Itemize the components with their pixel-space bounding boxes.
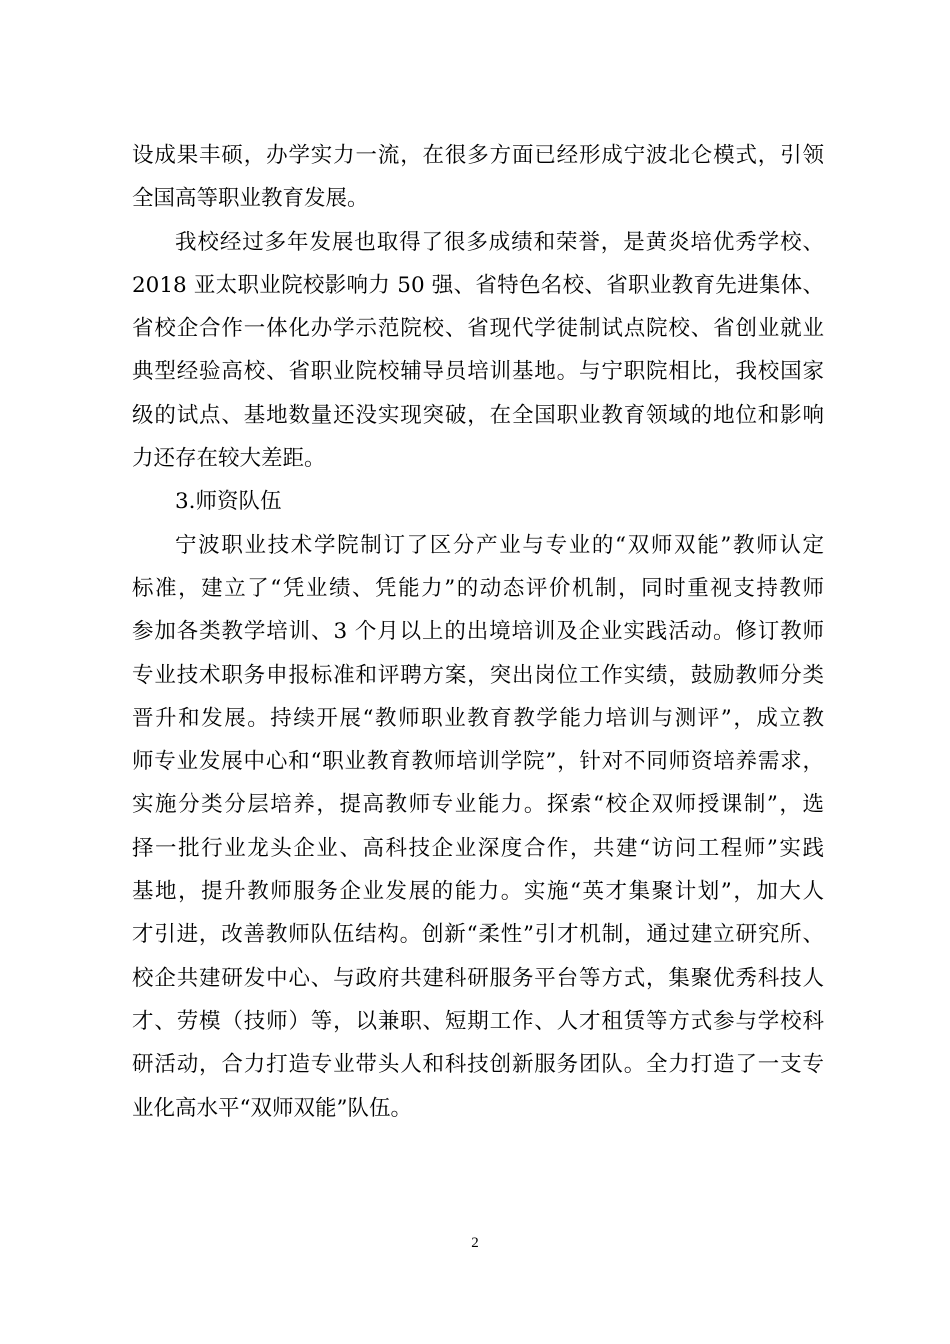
body-text-line: 设成果丰硕，办学实力一流，在很多方面已经形成宁波北仑模式，引领 <box>132 143 824 168</box>
body-text-line: 2018 亚太职业院校影响力 50 强、省特色名校、省职业教育先进集体、 <box>132 272 824 298</box>
body-text-line: 参加各类教学培训、3 个月以上的出境培训及企业实践活动。修订教师 <box>132 619 824 645</box>
page-number: 2 <box>471 1235 479 1251</box>
body-text-line: 标准，建立了“凭业绩、凭能力”的动态评价机制，同时重视支持教师 <box>132 575 824 601</box>
body-text-line: 晋升和发展。持续开展“教师职业教育教学能力培训与测评”，成立教 <box>132 705 824 731</box>
body-text-line: 基地，提升教师服务企业发展的能力。实施“英才集聚计划”，加大人 <box>132 879 824 905</box>
body-text-line: 才、劳模（技师）等，以兼职、短期工作、人才租赁等方式参与学校科 <box>132 1008 824 1034</box>
body-text-line: 校企共建研发中心、与政府共建科研服务平台等方式，集聚优秀科技人 <box>132 965 824 991</box>
body-text-line: 专业技术职务申报标准和评聘方案，突出岗位工作实绩，鼓励教师分类 <box>132 662 824 688</box>
body-text-line: 全国高等职业教育发展。 <box>132 186 369 212</box>
body-text-line: 业化高水平“双师双能”队伍。 <box>132 1095 412 1121</box>
body-text-line: 师专业发展中心和“职业教育教师培训学院”，针对不同师资培养需求， <box>132 749 824 775</box>
body-text-line: 才引进，改善教师队伍结构。创新“柔性”引才机制，通过建立研究所、 <box>132 922 824 948</box>
body-text-line: 典型经验高校、省职业院校辅导员培训基地。与宁职院相比，我校国家 <box>132 359 824 385</box>
section-heading: 3.师资队伍 <box>175 489 282 515</box>
body-text-line: 择一批行业龙头企业、高科技企业深度合作，共建“访问工程师”实践 <box>132 835 824 861</box>
body-text-line: 省校企合作一体化办学示范院校、省现代学徒制试点院校、省创业就业 <box>132 316 824 342</box>
paragraph-first-line: 宁波职业技术学院制订了区分产业与专业的“双师双能”教师认定 <box>175 532 824 558</box>
body-text-line: 力还存在较大差距。 <box>132 446 326 472</box>
body-text-line: 级的试点、基地数量还没实现突破，在全国职业教育领域的地位和影响 <box>132 402 824 428</box>
body-text-line: 研活动，合力打造专业带头人和科技创新服务团队。全力打造了一支专 <box>132 1052 824 1078</box>
body-text-line: 实施分类分层培养，提高教师专业能力。探索“校企双师授课制”，选 <box>132 792 824 818</box>
paragraph-first-line: 我校经过多年发展也取得了很多成绩和荣誉，是黄炎培优秀学校、 <box>175 229 824 255</box>
document-body <box>132 134 824 1130</box>
